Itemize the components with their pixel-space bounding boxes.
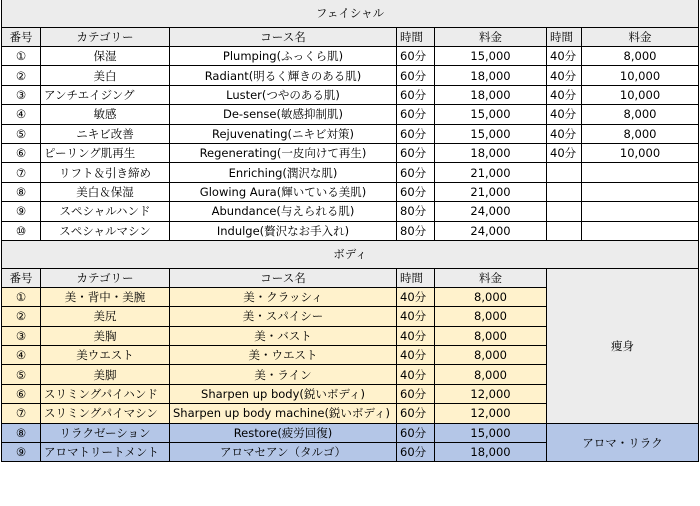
row-category: スペシャルマシン <box>41 221 170 240</box>
table-row <box>2 163 699 182</box>
row-course: Abundance(与えられる肌) <box>170 202 397 221</box>
row-course: Regenerating(一皮向けて再生) <box>170 143 397 162</box>
row-time: 60分 <box>397 423 435 442</box>
body-header-row <box>2 268 699 287</box>
group-label-relax: アロマ・リラク <box>547 423 699 462</box>
row-time: 40分 <box>397 287 435 306</box>
row-number: ③ <box>2 326 41 345</box>
header-price-short: 料金 <box>582 28 699 47</box>
row-course: Plumping(ふっくら肌) <box>170 47 397 66</box>
row-time: 40分 <box>397 365 435 384</box>
row-price-short: 8,000 <box>582 47 699 66</box>
row-price-short: 10,000 <box>582 143 699 162</box>
row-course: Restore(疲労回復) <box>170 423 397 442</box>
row-price: 15,000 <box>435 47 547 66</box>
row-price: 24,000 <box>435 202 547 221</box>
table-row <box>2 423 699 442</box>
row-category: スペシャルハンド <box>41 202 170 221</box>
row-category: ピーリング肌再生 <box>41 143 170 162</box>
row-category: 美白 <box>41 66 170 85</box>
row-price: 12,000 <box>435 404 547 423</box>
row-number: ⑥ <box>2 384 41 403</box>
row-price: 8,000 <box>435 365 547 384</box>
row-price: 15,000 <box>435 423 547 442</box>
row-number: ⑨ <box>2 443 41 462</box>
header-course: コース名 <box>170 28 397 47</box>
row-price-short <box>582 221 699 240</box>
row-time: 60分 <box>397 443 435 462</box>
row-course: Indulge(贅沢なお手入れ) <box>170 221 397 240</box>
row-course: Sharpen up body(鋭いボディ) <box>170 384 397 403</box>
table-row <box>2 85 699 104</box>
row-time: 60分 <box>397 47 435 66</box>
row-category: スリミングパイマシン <box>41 404 170 423</box>
row-category: 美尻 <box>41 307 170 326</box>
header-course: コース名 <box>170 268 397 287</box>
row-number: ⑥ <box>2 143 41 162</box>
row-course: Glowing Aura(輝いている美肌) <box>170 182 397 201</box>
row-category: 美ウエスト <box>41 346 170 365</box>
row-price-short: 8,000 <box>582 124 699 143</box>
row-course: Radiant(明るく輝きのある肌) <box>170 66 397 85</box>
row-time-short <box>547 221 582 240</box>
row-price-short <box>582 202 699 221</box>
row-category: 美白＆保湿 <box>41 182 170 201</box>
row-course: De-sense(敏感抑制肌) <box>170 105 397 124</box>
row-course: アロマセアン（タルゴ） <box>170 443 397 462</box>
row-category: リラクゼーション <box>41 423 170 442</box>
row-course: Luster(つやのある肌) <box>170 85 397 104</box>
row-course: 美・クラッシィ <box>170 287 397 306</box>
body-section-title: ボディ <box>2 240 699 268</box>
row-category: 美・背中・美腕 <box>41 287 170 306</box>
header-category: カテゴリー <box>41 268 170 287</box>
row-time: 60分 <box>397 163 435 182</box>
row-category: リフト＆引き締め <box>41 163 170 182</box>
row-price-short <box>582 163 699 182</box>
group-label-slimming: 痩身 <box>547 268 699 423</box>
row-time: 60分 <box>397 143 435 162</box>
table-row <box>2 124 699 143</box>
row-price: 15,000 <box>435 105 547 124</box>
row-price-short: 8,000 <box>582 105 699 124</box>
row-time: 60分 <box>397 85 435 104</box>
price-table <box>1 0 699 462</box>
row-course: Enriching(潤沢な肌) <box>170 163 397 182</box>
row-time: 60分 <box>397 404 435 423</box>
header-category: カテゴリー <box>41 28 170 47</box>
table-row <box>2 221 699 240</box>
table-row <box>2 47 699 66</box>
row-price: 18,000 <box>435 66 547 85</box>
row-price-short: 10,000 <box>582 85 699 104</box>
row-course: 美・スパイシー <box>170 307 397 326</box>
row-number: ⑧ <box>2 423 41 442</box>
row-number: ① <box>2 287 41 306</box>
header-price: 料金 <box>435 268 547 287</box>
row-time: 80分 <box>397 221 435 240</box>
row-time-short <box>547 163 582 182</box>
row-price-short: 10,000 <box>582 66 699 85</box>
row-price: 21,000 <box>435 163 547 182</box>
table-row <box>2 105 699 124</box>
row-number: ② <box>2 307 41 326</box>
row-price: 8,000 <box>435 346 547 365</box>
row-time: 60分 <box>397 384 435 403</box>
row-number: ⑧ <box>2 182 41 201</box>
header-time-short: 時間 <box>547 28 582 47</box>
row-price: 8,000 <box>435 287 547 306</box>
row-number: ⑤ <box>2 365 41 384</box>
row-time: 60分 <box>397 124 435 143</box>
row-category: 保湿 <box>41 47 170 66</box>
row-category: アロマトリートメント <box>41 443 170 462</box>
row-time: 40分 <box>397 326 435 345</box>
row-category: 敏感 <box>41 105 170 124</box>
row-time-short: 40分 <box>547 124 582 143</box>
header-no: 番号 <box>2 28 41 47</box>
row-course: Sharpen up body machine(鋭いボディ) <box>170 404 397 423</box>
row-category: 美脚 <box>41 365 170 384</box>
row-time-short: 40分 <box>547 66 582 85</box>
header-time: 時間 <box>397 268 435 287</box>
row-course: 美・ライン <box>170 365 397 384</box>
row-category: 美胸 <box>41 326 170 345</box>
row-number: ③ <box>2 85 41 104</box>
row-time-short <box>547 202 582 221</box>
header-time: 時間 <box>397 28 435 47</box>
row-price-short <box>582 182 699 201</box>
row-price: 8,000 <box>435 326 547 345</box>
row-time: 60分 <box>397 105 435 124</box>
row-number: ⑨ <box>2 202 41 221</box>
row-number: ⑤ <box>2 124 41 143</box>
row-price: 24,000 <box>435 221 547 240</box>
row-category: スリミングパイハンド <box>41 384 170 403</box>
header-price: 料金 <box>435 28 547 47</box>
row-category: アンチエイジング <box>41 85 170 104</box>
row-time-short: 40分 <box>547 85 582 104</box>
row-time: 80分 <box>397 202 435 221</box>
row-price: 12,000 <box>435 384 547 403</box>
row-number: ④ <box>2 105 41 124</box>
row-price: 21,000 <box>435 182 547 201</box>
table-row <box>2 202 699 221</box>
row-time: 40分 <box>397 346 435 365</box>
row-time: 60分 <box>397 182 435 201</box>
facial-header-row <box>2 28 699 47</box>
table-row <box>2 182 699 201</box>
row-number: ① <box>2 47 41 66</box>
row-price: 18,000 <box>435 85 547 104</box>
row-category: ニキビ改善 <box>41 124 170 143</box>
header-no: 番号 <box>2 268 41 287</box>
table-row <box>2 66 699 85</box>
row-number: ⑩ <box>2 221 41 240</box>
row-time: 40分 <box>397 307 435 326</box>
row-time-short: 40分 <box>547 47 582 66</box>
row-number: ④ <box>2 346 41 365</box>
row-course: 美・ウエスト <box>170 346 397 365</box>
row-course: 美・バスト <box>170 326 397 345</box>
row-time: 60分 <box>397 66 435 85</box>
row-time-short <box>547 182 582 201</box>
row-price: 15,000 <box>435 124 547 143</box>
row-course: Rejuvenating(ニキビ対策) <box>170 124 397 143</box>
table-row <box>2 143 699 162</box>
row-number: ⑦ <box>2 163 41 182</box>
row-price: 18,000 <box>435 443 547 462</box>
row-number: ⑦ <box>2 404 41 423</box>
row-time-short: 40分 <box>547 143 582 162</box>
facial-section-title: フェイシャル <box>2 0 699 28</box>
row-number: ② <box>2 66 41 85</box>
row-price: 18,000 <box>435 143 547 162</box>
row-time-short: 40分 <box>547 105 582 124</box>
row-price: 8,000 <box>435 307 547 326</box>
